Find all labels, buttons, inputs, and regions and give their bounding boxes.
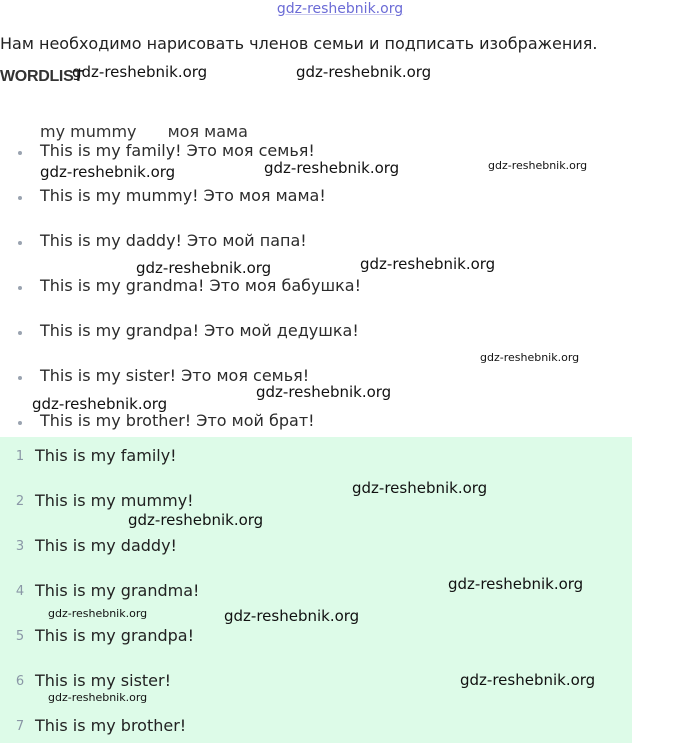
answer-text: This is my family! bbox=[35, 446, 177, 465]
answer-text: This is my brother! bbox=[35, 716, 187, 735]
list-item-text: This is my mummy! Это моя мама! bbox=[40, 186, 326, 205]
wordlist-heading: WORDLIST bbox=[0, 68, 83, 85]
watermark: gdz-reshebnik.org bbox=[352, 479, 488, 497]
list-item-text: This is my family! Это моя семья! bbox=[40, 141, 315, 160]
watermark: gdz-reshebnik.org bbox=[256, 383, 392, 401]
answer-text: This is my grandma! bbox=[35, 581, 200, 600]
watermark: gdz-reshebnik.org bbox=[136, 259, 272, 277]
bullet-dot bbox=[18, 151, 22, 155]
cut-off-russian: моя мама bbox=[167, 122, 248, 141]
watermark: gdz-reshebnik.org bbox=[128, 511, 264, 529]
watermark: gdz-reshebnik.org bbox=[448, 575, 584, 593]
watermark: gdz-reshebnik.org bbox=[480, 351, 580, 364]
cut-off-english: my mummy bbox=[40, 122, 137, 141]
list-item-text: This is my brother! Это мой брат! bbox=[40, 411, 315, 430]
watermark: gdz-reshebnik.org bbox=[460, 671, 596, 689]
intro-text: Нам необходимо нарисовать членов семьи и подписать изображения. bbox=[0, 34, 598, 53]
watermark: gdz-reshebnik.org bbox=[72, 63, 208, 81]
answer-text: This is my daddy! bbox=[35, 536, 177, 555]
list-item-text: This is my sister! Это моя семья! bbox=[40, 366, 310, 385]
answer-number: 7 bbox=[15, 719, 25, 734]
answer-number: 2 bbox=[15, 494, 25, 509]
answer-text: This is my mummy! bbox=[35, 491, 194, 510]
cut-off-line bbox=[40, 122, 274, 141]
watermark: gdz-reshebnik.org bbox=[488, 159, 588, 172]
answer-number: 5 bbox=[15, 629, 25, 644]
answer-number: 4 bbox=[15, 584, 25, 599]
watermark: gdz-reshebnik.org bbox=[48, 607, 148, 620]
watermark: gdz-reshebnik.org bbox=[224, 607, 360, 625]
watermark: gdz-reshebnik.org bbox=[32, 395, 168, 413]
bullet-dot bbox=[18, 286, 22, 290]
bullet-dot bbox=[18, 376, 22, 380]
answer-number: 3 bbox=[15, 539, 25, 554]
watermark: gdz-reshebnik.org bbox=[360, 255, 496, 273]
header-watermark-link[interactable]: gdz-reshebnik.org bbox=[276, 1, 404, 17]
bullet-dot bbox=[18, 331, 22, 335]
answer-text: This is my grandpa! bbox=[35, 626, 194, 645]
watermark: gdz-reshebnik.org bbox=[48, 691, 148, 704]
list-item-text: This is my daddy! Это мой папа! bbox=[40, 231, 307, 250]
bullet-dot bbox=[18, 196, 22, 200]
list-item-text: This is my grandma! Это моя бабушка! bbox=[40, 276, 361, 295]
watermark: gdz-reshebnik.org bbox=[40, 163, 176, 181]
watermark: gdz-reshebnik.org bbox=[264, 159, 400, 177]
answer-text: This is my sister! bbox=[35, 671, 172, 690]
list-item-text: This is my grandpa! Это мой дедушка! bbox=[40, 321, 359, 340]
answer-number: 1 bbox=[15, 449, 25, 464]
bullet-dot bbox=[18, 421, 22, 425]
bullet-dot bbox=[18, 241, 22, 245]
watermark: gdz-reshebnik.org bbox=[296, 63, 432, 81]
answer-number: 6 bbox=[15, 674, 25, 689]
